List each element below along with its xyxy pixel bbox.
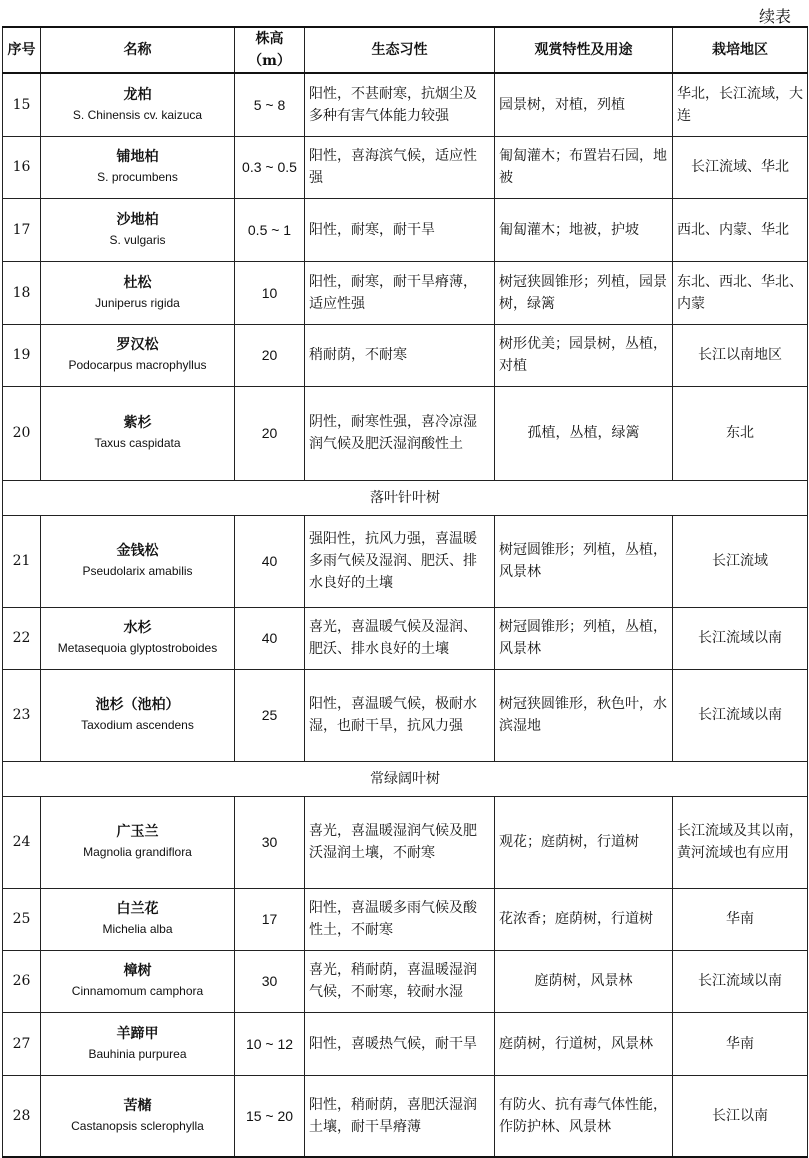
row-use: 匍匐灌木；布置岩石园，地被 (495, 136, 673, 198)
table-row (3, 1012, 808, 1075)
name-latin: S. procumbens (97, 170, 178, 184)
header-name: 名称 (41, 27, 235, 73)
table-row (3, 669, 808, 761)
table-row (3, 888, 808, 950)
name-cn: 紫杉 (123, 415, 152, 431)
row-region: 华南 (673, 1012, 808, 1075)
name-cn: 水杉 (123, 620, 152, 636)
row-use: 庭荫树，风景林 (495, 950, 673, 1012)
row-region: 长江流域以南 (673, 607, 808, 669)
row-name (41, 261, 235, 324)
row-region: 华北，长江流域，大连 (673, 73, 808, 136)
row-habit: 强阳性，抗风力强，喜温暖多雨气候及湿润、肥沃、排水良好的土壤 (305, 515, 495, 607)
row-height: 5 ~ 8 (235, 73, 305, 136)
row-region: 长江流域、华北 (673, 136, 808, 198)
row-habit: 稍耐荫，不耐寒 (305, 324, 495, 386)
row-no: 21 (3, 515, 41, 607)
name-latin: Castanopsis sclerophylla (71, 1118, 204, 1133)
row-height: 40 (235, 607, 305, 669)
name-cn: 池杉（池柏） (95, 697, 180, 713)
name-cn: 杜松 (123, 274, 152, 291)
row-name (41, 386, 235, 480)
row-no: 25 (3, 888, 41, 950)
table-row (3, 386, 808, 480)
row-no: 26 (3, 950, 41, 1012)
table-row (3, 73, 808, 136)
name-latin: S. vulgaris (109, 232, 166, 247)
header-no: 序号 (3, 27, 41, 73)
row-no: 15 (3, 73, 41, 136)
row-name (41, 136, 235, 198)
row-habit: 阳性，喜温暖气候，极耐水湿，也耐干旱，抗风力强 (305, 669, 495, 761)
table-row (3, 950, 808, 1012)
row-habit: 阳性，耐寒，耐干旱 (305, 198, 495, 261)
row-name (41, 669, 235, 761)
row-use: 有防火、抗有毒气体性能，作防护林、风景林 (495, 1075, 673, 1157)
row-no: 19 (3, 324, 41, 386)
row-region: 西北、内蒙、华北 (673, 198, 808, 261)
row-height: 0.3 ~ 0.5 (235, 136, 305, 198)
row-name (41, 324, 235, 386)
row-habit: 喜光，喜温暖湿润气候及肥沃湿润土壤，不耐寒 (305, 796, 495, 888)
row-name (41, 888, 235, 950)
name-cn: 苦槠 (123, 1097, 152, 1114)
name-latin: Bauhinia purpurea (88, 1046, 187, 1061)
row-no: 27 (3, 1012, 41, 1075)
row-name (41, 950, 235, 1012)
row-habit: 阳性，耐寒，耐干旱瘠薄，适应性强 (305, 261, 495, 324)
table-row (3, 1075, 808, 1157)
row-habit: 阳性，稍耐荫，喜肥沃湿润土壤，耐干旱瘠薄 (305, 1075, 495, 1157)
row-no: 24 (3, 796, 41, 888)
row-habit: 阳性，不甚耐寒，抗烟尘及多种有害气体能力较强 (305, 73, 495, 136)
row-height: 10 ~ 12 (235, 1012, 305, 1075)
plant-table (2, 26, 808, 1158)
row-height: 30 (235, 796, 305, 888)
row-height: 25 (235, 669, 305, 761)
row-height: 20 (235, 386, 305, 480)
row-use: 树冠狭圆锥形，秋色叶，水滨湿地 (495, 669, 673, 761)
continued-label: 续表 (758, 7, 791, 26)
row-region: 东北 (673, 386, 808, 480)
row-use: 孤植，丛植，绿篱 (495, 386, 673, 480)
table-row (3, 515, 808, 607)
row-height: 10 (235, 261, 305, 324)
row-habit: 阳性，喜暖热气候，耐干旱 (305, 1012, 495, 1075)
name-latin: Juniperus rigida (95, 295, 180, 310)
row-name (41, 1012, 235, 1075)
name-cn: 铺地柏 (116, 149, 159, 165)
row-use: 匍匐灌木；地被，护坡 (495, 198, 673, 261)
row-habit: 阳性，喜温暖多雨气候及酸性土，不耐寒 (305, 888, 495, 950)
row-use: 园景树，对植，列植 (495, 73, 673, 136)
row-use: 花浓香；庭荫树，行道树 (495, 888, 673, 950)
table-row (3, 198, 808, 261)
row-name (41, 796, 235, 888)
table-row (3, 796, 808, 888)
row-habit: 阳性，喜海滨气候，适应性强 (305, 136, 495, 198)
name-latin: Cinnamomum camphora (71, 984, 204, 998)
row-no: 16 (3, 136, 41, 198)
name-latin: Michelia alba (102, 922, 173, 936)
row-name (41, 73, 235, 136)
row-no: 23 (3, 669, 41, 761)
table-row (3, 324, 808, 386)
name-latin: Taxodium ascendens (81, 718, 194, 732)
name-latin: Metasequoia glyptostroboides (57, 641, 218, 655)
row-height: 40 (235, 515, 305, 607)
header-row (3, 27, 808, 73)
row-habit: 阴性，耐寒性强，喜冷凉湿润气候及肥沃湿润酸性土 (305, 386, 495, 480)
row-no: 18 (3, 261, 41, 324)
row-habit: 喜光，稍耐荫，喜温暖湿润气候，不耐寒，较耐水湿 (305, 950, 495, 1012)
row-height: 20 (235, 324, 305, 386)
row-use: 树冠圆锥形；列植，丛植，风景林 (495, 515, 673, 607)
name-cn: 羊蹄甲 (116, 1025, 159, 1042)
row-height: 0.5 ~ 1 (235, 198, 305, 261)
name-cn: 沙地柏 (116, 211, 159, 228)
row-region: 东北、西北、华北、内蒙 (673, 261, 808, 324)
header-use: 观赏特性及用途 (495, 27, 673, 73)
name-cn: 罗汉松 (116, 337, 159, 353)
row-no: 28 (3, 1075, 41, 1157)
name-latin: Magnolia grandiflora (83, 845, 192, 859)
section-row (3, 761, 808, 796)
table-row (3, 261, 808, 324)
row-use: 观花；庭荫树，行道树 (495, 796, 673, 888)
row-region: 长江流域及其以南，黄河流域也有应用 (673, 796, 808, 888)
header-habit: 生态习性 (305, 27, 495, 73)
header-height: 株高（m） (235, 27, 305, 73)
row-use: 树冠狭圆锥形；列植，园景树，绿篱 (495, 261, 673, 324)
row-name (41, 515, 235, 607)
name-latin: Podocarpus macrophyllus (68, 358, 207, 372)
name-cn: 白兰花 (116, 901, 159, 917)
row-region: 长江流域 (673, 515, 808, 607)
section-row (3, 480, 808, 515)
name-latin: Taxus caspidata (94, 436, 181, 450)
name-cn: 广玉兰 (116, 824, 159, 840)
row-no: 17 (3, 198, 41, 261)
table-row (3, 607, 808, 669)
name-cn: 樟树 (123, 963, 152, 979)
row-name (41, 1075, 235, 1157)
row-region: 长江流域以南 (673, 669, 808, 761)
row-use: 庭荫树，行道树，风景林 (495, 1012, 673, 1075)
row-no: 22 (3, 607, 41, 669)
table-row (3, 136, 808, 198)
row-height: 30 (235, 950, 305, 1012)
row-height: 17 (235, 888, 305, 950)
row-no: 20 (3, 386, 41, 480)
row-region: 长江流域以南 (673, 950, 808, 1012)
name-cn: 金钱松 (116, 543, 159, 559)
header-region: 栽培地区 (673, 27, 808, 73)
row-region: 华南 (673, 888, 808, 950)
name-latin: Pseudolarix amabilis (82, 564, 193, 578)
name-cn: 龙柏 (123, 86, 152, 103)
row-height: 15 ~ 20 (235, 1075, 305, 1157)
name-latin: S. Chinensis cv. kaizuca (72, 107, 203, 122)
row-name (41, 607, 235, 669)
row-use: 树形优美；园景树，丛植，对植 (495, 324, 673, 386)
row-region: 长江以南 (673, 1075, 808, 1157)
row-habit: 喜光，喜温暖气候及湿润、肥沃、排水良好的土壤 (305, 607, 495, 669)
row-region: 长江以南地区 (673, 324, 808, 386)
section-deciduous: 落叶针叶树 (3, 480, 808, 515)
row-name (41, 198, 235, 261)
row-use: 树冠圆锥形；列植，丛植，风景林 (495, 607, 673, 669)
section-evergreen: 常绿阔叶树 (3, 761, 808, 796)
